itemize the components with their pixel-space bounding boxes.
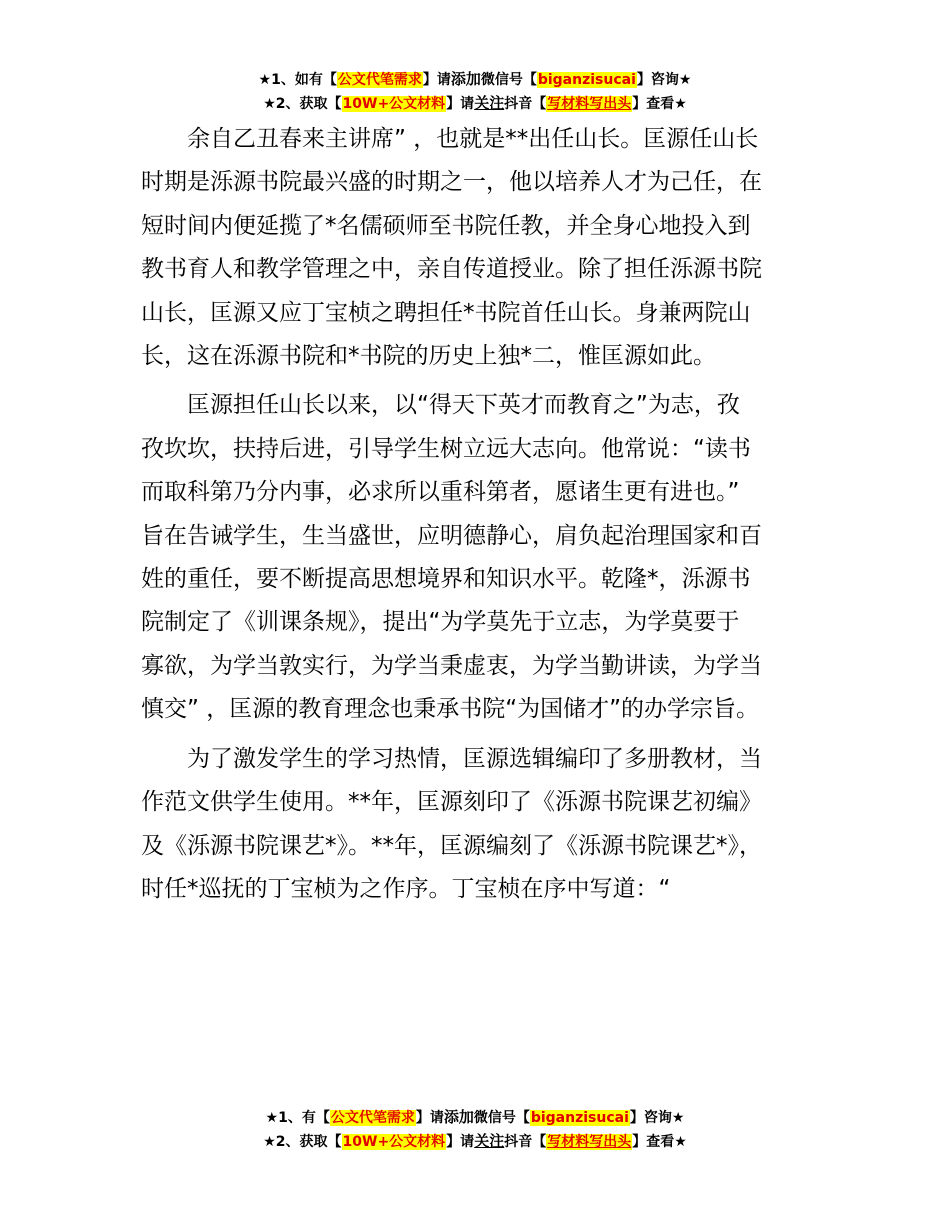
- header-highlight-materials: 10W+公文材料: [342, 96, 446, 112]
- header-banner: [0, 68, 950, 116]
- footer-line-1-emph: 添加: [443, 1108, 474, 1126]
- header-line-1: [0, 68, 950, 92]
- star-icon: ★: [265, 1110, 279, 1126]
- paragraph-line: 作范文供学生使用。**年，匡源刻印了《泺源书院课艺初编》: [141, 789, 762, 816]
- paragraph-line: 旨在告诫学生，生当盛世，应明德静心，肩负起治理国家和百: [141, 522, 762, 549]
- header-line-1-suffix: 】咨询: [636, 72, 679, 88]
- header-line-1-prefix: 1、如有【: [271, 72, 337, 88]
- header-line-2-mid: 】请: [446, 96, 475, 112]
- header-line-2-prefix: 2、获取【: [275, 96, 342, 112]
- footer-highlight-douyin: 写材料写出头: [547, 1134, 632, 1150]
- paragraph-line: 余自乙丑春来主讲席” ，也就是**出任山长。匡源任山长: [187, 126, 759, 152]
- paragraph-line: 及《泺源书院课艺*》。**年，匡源编刻了《泺源书院课艺*》，: [141, 832, 762, 859]
- paragraph-line: 长，这在泺源书院和*书院的历史上独*二，惟匡源如此。: [141, 343, 716, 370]
- header-line-2-emph: 关注: [474, 94, 505, 112]
- paragraph-line: 寡欲，为学当敦实行，为学当秉虚衷，为学当勤讲读，为学当: [141, 652, 762, 679]
- footer-highlight-wechat: biganzisucai: [530, 1110, 629, 1126]
- star-icon: ★: [263, 1134, 276, 1150]
- footer-line-1-mid2: 微信号【: [473, 1110, 530, 1126]
- header-highlight-service: 公文代笔需求: [337, 72, 422, 88]
- header-line-1-emph: 添加: [450, 70, 481, 88]
- star-icon: ★: [258, 72, 272, 88]
- star-icon: ★: [671, 1110, 685, 1126]
- star-icon: ★: [678, 72, 692, 88]
- star-icon: ★: [674, 96, 687, 112]
- star-icon: ★: [263, 96, 276, 112]
- footer-highlight-service: 公文代笔需求: [330, 1110, 415, 1126]
- footer-line-2: [0, 1130, 950, 1154]
- footer-line-2-emph: 关注: [474, 1132, 505, 1150]
- paragraph-line: 短时间内便延揽了*名儒硕师至书院任教，并全身心地投入到: [141, 212, 751, 239]
- footer-line-1-prefix: 1、有【: [278, 1110, 330, 1126]
- header-highlight-douyin: 写材料写出头: [547, 96, 632, 112]
- paragraph-line: 慎交” ，匡源的教育理念也秉承书院“为国储才”的办学宗旨。: [141, 696, 760, 723]
- paragraph-line: 时任*巡抚的丁宝桢为之作序。丁宝桢在序中写道：“: [141, 875, 671, 902]
- paragraph-line: 院制定了《训课条规》，提出“为学莫先于立志，为学莫要于: [141, 609, 740, 636]
- paragraph-3: [141, 738, 817, 912]
- footer-line-1: [0, 1106, 950, 1130]
- footer-line-1-suffix: 】咨询: [629, 1110, 672, 1126]
- footer-line-2-mid: 】请: [446, 1134, 475, 1150]
- paragraph-line: 山长，匡源又应丁宝桢之聘担任*书院首任山长。身兼两院山: [141, 299, 751, 326]
- paragraph-line: 姓的重任，要不断提高思想境界和知识水平。乾隆*，泺源书: [141, 566, 751, 593]
- footer-line-1-mid: 】请: [415, 1110, 444, 1126]
- star-icon: ★: [674, 1134, 687, 1150]
- paragraph-line: 孜坎坎，扶持后进，引导学生树立远大志向。他常说：“读书: [141, 435, 751, 462]
- footer-line-2-prefix: 2、获取【: [275, 1134, 342, 1150]
- paragraph-2: [141, 384, 817, 731]
- header-line-2-suffix: 】查看: [632, 96, 675, 112]
- header-highlight-wechat: biganzisucai: [537, 72, 636, 88]
- header-line-2-mid2: 抖音【: [504, 96, 547, 112]
- paragraph-line: 匡源担任山长以来，以“得天下英才而教育之”为志，孜: [187, 392, 740, 419]
- paragraph-line: 为了激发学生的学习热情，匡源选辑编印了多册教材，当: [187, 745, 762, 772]
- document-body: [141, 118, 817, 917]
- header-line-2: [0, 92, 950, 116]
- paragraph-line: 时期是泺源书院最兴盛的时期之一，他以培养人才为己任，在: [141, 169, 762, 196]
- footer-line-2-suffix: 】查看: [632, 1134, 675, 1150]
- header-line-1-mid: 】请: [422, 72, 451, 88]
- header-line-1-mid2: 微信号【: [480, 72, 537, 88]
- paragraph-line: 教书育人和教学管理之中，亲自传道授业。除了担任泺源书院: [141, 256, 762, 283]
- footer-banner: [0, 1106, 950, 1154]
- footer-highlight-materials: 10W+公文材料: [342, 1134, 446, 1150]
- paragraph-line: 而取科第乃分内事，必求所以重科第者，愿诸生更有进也。”: [141, 479, 740, 506]
- paragraph-1: [141, 118, 817, 378]
- footer-line-2-mid2: 抖音【: [504, 1134, 547, 1150]
